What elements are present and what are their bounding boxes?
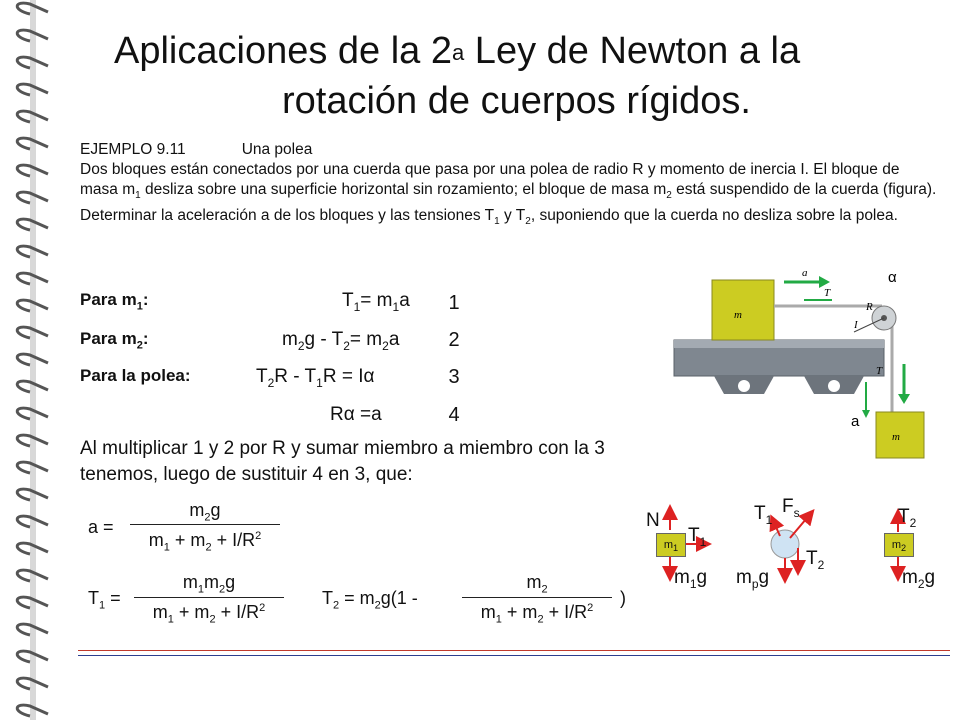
fbd-block-m1: $m_1$ (656, 533, 686, 557)
footer-rule-blue (78, 655, 950, 656)
derivation-note: Al multiplicar 1 y 2 por R y sumar miembro a miembro con la 3 tenemos, luego de sustituir 4 en 3, que: (80, 438, 605, 485)
result-t2-close-paren: ) (620, 588, 626, 608)
label-polea: Para la polea: (80, 366, 191, 385)
figure-label-m1: m (734, 309, 742, 321)
figure-label-t2: T (876, 365, 883, 377)
result-a-numerator: $m_2g$ (189, 500, 221, 524)
figure-label-alpha: α (888, 269, 897, 286)
equation-number-4: 4 (448, 404, 460, 426)
slide-title: Aplicaciones de la 2$^a$ Ley de Newton a la rotación de cuerpos rígidos. (114, 30, 801, 122)
fbd-block-m2: $m_2$ (884, 533, 914, 557)
equation-number-3: 3 (448, 366, 460, 388)
result-a-denominator: $m_1 + m_2 + I/R^2$ (148, 530, 262, 554)
example-name: Una polea (241, 141, 313, 158)
equation-2: $m_2g - T_2= m_2a$ (282, 329, 400, 353)
result-t1-denominator: $m_1 + m_2 + I/R^2$ (152, 602, 266, 626)
fbd-label-mpg: $m_pg$ (736, 567, 770, 591)
result-t2-denominator: $m_1 + m_2 + I/R^2$ (480, 602, 594, 626)
result-t2-fraction-bar (462, 597, 612, 598)
fbd-label-m2g: $m_2g$ (902, 567, 936, 591)
figure-label-i: I (854, 319, 858, 331)
equation-number-2: 2 (448, 329, 460, 351)
example-statement: EJEMPLO 9.11 Una polea Dos bloques están conectados por una cuerda que pasa por una polea de radio R y momento de inercia I. El bloque de masa $m_1$ desliza sobre una superficie horizontal sin rozamiento; el bloque de masa $m_2$ está suspendido de la cuerda (figura). Determinar la aceleración a de los bloques y las tensiones $T_1$ y $T_2$, suponiendo que la cuerda no desliza sobre la polea. (80, 141, 937, 228)
figure-label-a-top: a (802, 267, 808, 279)
figure-label-t1: T (824, 287, 831, 299)
result-a-fraction-bar (130, 524, 280, 525)
label-m1: Para $m_1$: (80, 290, 149, 313)
example-label: EJEMPLO 9.11 (80, 141, 186, 158)
figure-label-a-side: a (851, 413, 860, 430)
figure-label-r: R (866, 301, 873, 313)
spiral-binding (0, 0, 60, 720)
equation-1: $T_1= m_1a$ (342, 290, 410, 314)
result-t1-numerator: $m_1m_2g$ (182, 572, 236, 596)
fbd-label-m1g: $m_1g$ (674, 567, 708, 591)
fbd-label-n: N (646, 510, 660, 531)
fbd-label-t2-pulley: $T_2$ (806, 548, 825, 572)
equation-number-1: 1 (448, 292, 460, 314)
fbd-label-t2-block: $T_2$ (898, 506, 917, 530)
result-t1-fraction-bar (134, 597, 284, 598)
result-t2-numerator: $m_2$ (526, 572, 548, 596)
result-t1-lhs: $T_1$ = (88, 588, 121, 612)
label-m2: Para $m_2$: (80, 329, 149, 352)
equation-3: $T_2R - T_1R = I\alpha$ (256, 366, 375, 390)
result-a-lhs: a = (88, 517, 114, 537)
pulley-figure (654, 262, 928, 474)
fbd-label-fs: $F_s$ (782, 496, 800, 520)
fbd-label-t1-block: $T_1$ (688, 525, 707, 549)
fbd-label-t1-pulley: $T_1$ (754, 503, 773, 527)
equation-4: Rα =a (330, 404, 382, 425)
footer-rule-red (78, 650, 950, 651)
figure-label-m2: m (892, 431, 900, 443)
result-t2-lhs: $T_2 = m_2g(1$ - (322, 588, 418, 612)
